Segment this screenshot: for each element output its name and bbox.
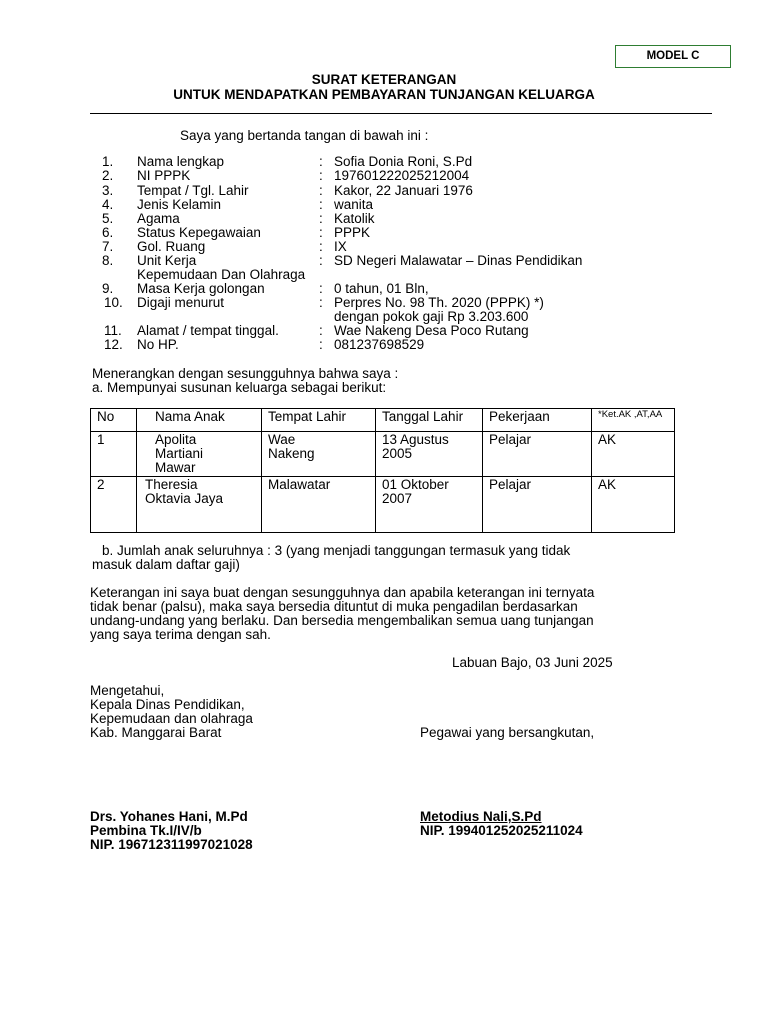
field-value: wanita — [334, 197, 374, 212]
statement-line: tidak benar (palsu), maka saya bersedia dituntut di muka pengadilan berdasarkan — [90, 599, 578, 614]
field-label: NI PPPK — [137, 168, 191, 183]
field-number: 10. — [104, 295, 123, 310]
field-colon: : — [319, 323, 323, 338]
place-date: Labuan Bajo, 03 Juni 2025 — [452, 655, 613, 670]
table-row — [91, 432, 675, 477]
cell-pekerjaan: Pelajar — [483, 432, 592, 477]
field-label: Alamat / tempat tinggal. — [137, 323, 279, 338]
field-value: Sofia Donia Roni, S.Pd — [334, 154, 473, 169]
header-pekerjaan: Pekerjaan — [483, 409, 592, 432]
field-value: Perpres No. 98 Th. 2020 (PPPK) *) — [334, 295, 544, 310]
cell-pekerjaan: Pelajar — [483, 477, 592, 533]
field-colon: : — [319, 253, 323, 268]
statement-line: yang saya terima dengan sah. — [90, 627, 271, 642]
cell-nama-anak: Apolita Martiani Mawar — [137, 432, 262, 477]
field-colon: : — [319, 281, 323, 296]
title-divider — [90, 113, 712, 114]
cell-tempat-lahir: Malawatar — [262, 477, 376, 533]
cell-tanggal-lahir: 01 Oktober 2007 — [376, 477, 483, 533]
field-label: Tempat / Tgl. Lahir — [137, 183, 249, 198]
field-colon: : — [319, 225, 323, 240]
left-signer-nip: NIP. 196712311997021028 — [90, 837, 253, 852]
field-number: 8. — [102, 253, 114, 268]
field-number: 1. — [102, 154, 114, 169]
cell-keterangan: AK — [592, 432, 675, 477]
cell-keterangan: AK — [592, 477, 675, 533]
intro-text: Saya yang bertanda tangan di bawah ini : — [180, 128, 429, 143]
field-label: Unit Kerja — [137, 253, 197, 268]
field-number: 6. — [102, 225, 114, 240]
left-signer-name: Drs. Yohanes Hani, M.Pd — [90, 809, 248, 824]
cell-tempat-lahir: Wae Nakeng — [262, 432, 376, 477]
point-b-line-1: b. Jumlah anak seluruhnya : 3 (yang menjadi tanggungan termasuk yang tidak — [102, 543, 571, 558]
header-no: No — [91, 409, 137, 432]
field-number: 9. — [102, 281, 114, 296]
field-colon: : — [319, 168, 323, 183]
left-sign-line: Kepemudaan dan olahraga — [90, 711, 253, 726]
left-signer-rank: Pembina Tk.I/IV/b — [90, 823, 202, 838]
field-colon: : — [319, 183, 323, 198]
title-line-1: SURAT KETERANGAN — [311, 72, 457, 87]
cell-no: 1 — [91, 432, 137, 477]
left-sign-line: Kepala Dinas Pendidikan, — [90, 697, 245, 712]
header-keterangan: *Ket.AK ,AT,AA — [592, 409, 675, 432]
field-value: Katolik — [334, 211, 375, 226]
left-sign-line: Kab. Manggarai Barat — [90, 725, 222, 740]
field-label: Nama lengkap — [137, 154, 225, 169]
field-value: Wae Nakeng Desa Poco Rutang — [334, 323, 529, 338]
title-line-2: UNTUK MENDAPATKAN PEMBAYARAN TUNJANGAN KELUARGA — [173, 87, 595, 102]
model-label: MODEL C — [615, 45, 731, 68]
field-label: Masa Kerja golongan — [137, 281, 265, 296]
field-label: Agama — [137, 211, 180, 226]
field-number: 11. — [104, 323, 122, 338]
statement-line: Keterangan ini saya buat dengan sesungguhnya dan apabila keterangan ini ternyata — [90, 585, 595, 600]
field-value: 081237698529 — [334, 337, 425, 352]
field-value: 0 tahun, 01 Bln, — [334, 281, 429, 296]
field-colon: : — [319, 239, 323, 254]
cell-no: 2 — [91, 477, 137, 533]
field-number: 3. — [102, 183, 114, 198]
header-tanggal-lahir: Tanggal Lahir — [376, 409, 483, 432]
field-value: 197601222025212004 — [334, 168, 470, 183]
cell-nama-anak: Theresia Oktavia Jaya — [137, 477, 262, 533]
field-value: SD Negeri Malawatar – Dinas Pendidikan — [334, 253, 583, 268]
field-number: 5. — [102, 211, 114, 226]
point-a: a. Mempunyai susunan keluarga sebagai berikut: — [92, 380, 387, 395]
header-tempat-lahir: Tempat Lahir — [262, 409, 376, 432]
field-label: No HP. — [137, 337, 179, 352]
field-colon: : — [319, 295, 323, 310]
field-number: 12. — [104, 337, 123, 352]
field-colon: : — [319, 211, 323, 226]
left-sign-line: Mengetahui, — [90, 683, 165, 698]
field-value: Kakor, 22 Januari 1976 — [334, 183, 473, 198]
field-number: 4. — [102, 197, 114, 212]
right-signer-nip: NIP. 199401252025211024 — [420, 823, 583, 838]
table-header-row — [91, 409, 675, 432]
right-sign-title: Pegawai yang bersangkutan, — [420, 725, 595, 740]
field-number: 2. — [102, 168, 114, 183]
cell-tanggal-lahir: 13 Agustus 2005 — [376, 432, 483, 477]
point-b-line-2: masuk dalam daftar gaji) — [92, 557, 240, 572]
field-label: Jenis Kelamin — [137, 197, 222, 212]
field-value-continued: Kepemudaan Dan Olahraga — [137, 267, 306, 282]
field-value: IX — [334, 239, 347, 254]
field-number: 7. — [102, 239, 114, 254]
family-table — [90, 408, 675, 533]
field-label: Gol. Ruang — [137, 239, 206, 254]
table-row — [91, 477, 675, 533]
field-value: PPPK — [334, 225, 371, 240]
field-colon: : — [319, 154, 323, 169]
field-label: Status Kepegawaian — [137, 225, 261, 240]
statement-line: undang-undang yang berlaku. Dan bersedia mengembalikan semua uang tunjangan — [90, 613, 594, 628]
field-label: Digaji menurut — [137, 295, 225, 310]
right-signer-name: Metodius Nali,S.Pd — [420, 809, 542, 824]
field-colon: : — [319, 337, 323, 352]
declare-line: Menerangkan dengan sesungguhnya bahwa saya : — [92, 366, 399, 381]
field-value-continued: dengan pokok gaji Rp 3.203.600 — [334, 309, 529, 324]
header-nama-anak: Nama Anak — [137, 409, 262, 432]
field-colon: : — [319, 197, 323, 212]
